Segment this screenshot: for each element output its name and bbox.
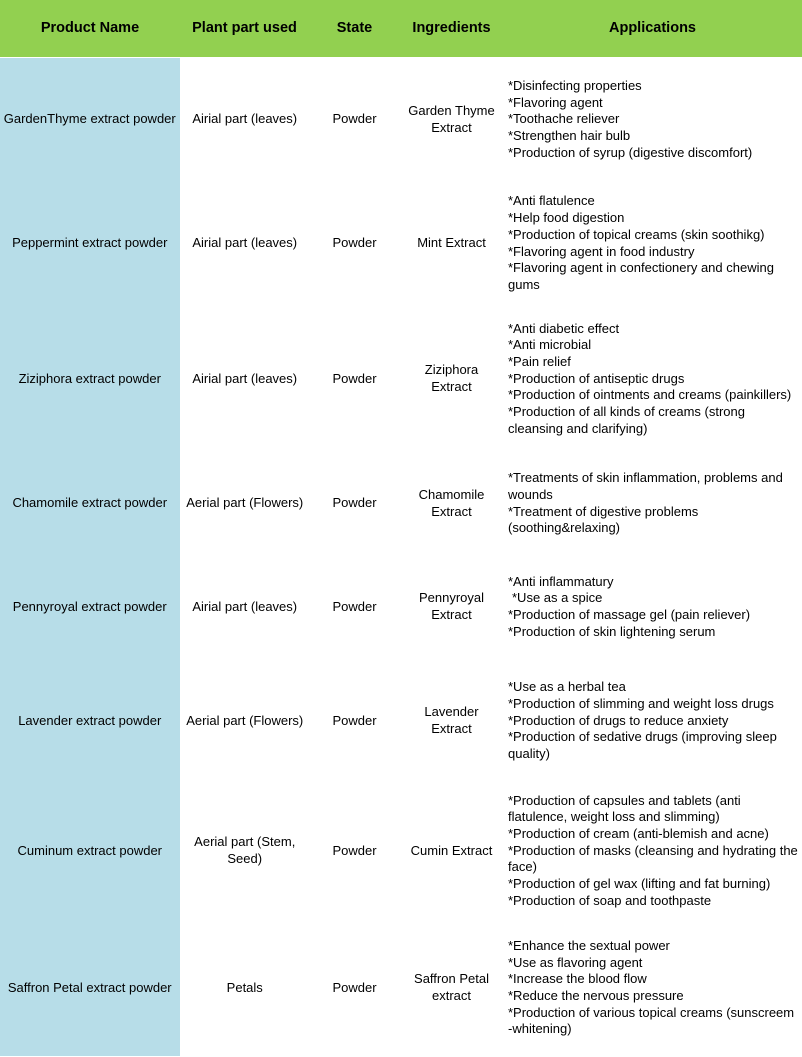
application-item: *Anti microbial [508, 337, 592, 353]
application-item: *Anti diabetic effect [508, 320, 620, 336]
header-row [0, 0, 802, 57]
application-item: *Flavoring agent [508, 94, 603, 110]
header-ingredients: Ingredients [400, 0, 503, 57]
product-name-cell: GardenThyme extract powder [0, 57, 180, 182]
table-row [0, 660, 802, 782]
plant-part-cell: Aerial part (Flowers) [186, 495, 304, 511]
table-row [0, 920, 802, 1056]
ingredients-cell: Cumin Extract [410, 842, 493, 858]
plant-part-cell: Airial part (leaves) [192, 235, 298, 251]
application-item: *Production of massage gel (pain reliever) [508, 607, 751, 622]
application-item: *Help food digestion [508, 210, 625, 226]
table-row [0, 554, 802, 660]
application-item: *Use as a spice [512, 590, 603, 606]
state-cell: Powder [332, 235, 377, 251]
state-cell: Powder [332, 495, 377, 511]
applications-cell [503, 305, 802, 453]
ingredients-cell: Lavender Extract [424, 704, 479, 736]
applications-cell [503, 920, 802, 1056]
plant-part-cell: Airial part (leaves) [192, 598, 298, 614]
state-cell: Powder [332, 979, 377, 995]
application-item: *Flavoring agent in food industry [508, 243, 695, 259]
header-applications: Applications [503, 0, 802, 57]
plant-part-cell: Aerial part (Flowers) [186, 712, 304, 728]
application-item: *Production of antiseptic drugs [508, 370, 685, 386]
table-row [0, 305, 802, 453]
application-item: *Production of soap and toothpaste [508, 892, 712, 908]
application-item: *Treatments of skin inflammation, problems and wounds [508, 470, 783, 502]
product-name-cell: Chamomile extract powder [0, 453, 180, 554]
application-item: *Treatment of digestive problems (soothing&relaxing) [508, 503, 699, 536]
header-state: State [309, 0, 400, 57]
application-item: *Strengthen hair bulb [508, 128, 631, 144]
state-cell: Powder [332, 712, 377, 728]
product-name-cell: Ziziphora extract powder [0, 305, 180, 453]
table-row [0, 782, 802, 920]
header-product-name: Product Name [0, 0, 180, 57]
application-item: *Production of various topical creams (sunscreem -whitening) [508, 1004, 795, 1037]
application-item: *Production of all kinds of creams (strong cleansing and clarifying) [508, 404, 745, 436]
plant-part-cell: Petals [226, 979, 263, 995]
state-cell: Powder [332, 598, 377, 614]
application-item: *Pain relief [508, 353, 571, 369]
application-item: *Production of drugs to reduce anxiety [508, 712, 729, 728]
applications-cell [503, 554, 802, 660]
product-name-cell: Pennyroyal extract powder [0, 554, 180, 660]
application-item: *Toothache reliever [508, 111, 620, 127]
application-item: *Anti flatulence [508, 193, 595, 209]
application-item: *Production of cream (anti-blemish and acne) [508, 825, 769, 841]
product-name-cell: Lavender extract powder [0, 660, 180, 782]
application-item: *Production of gel wax (lifting and fat burning) [508, 876, 771, 892]
applications-cell [503, 182, 802, 305]
application-item: *Production of skin lightening serum [508, 623, 716, 639]
application-item: *Production of ointments and creams (painkillers) [508, 387, 792, 403]
application-item: *Flavoring agent in confectionery and chewing gums [508, 260, 774, 292]
ingredients-cell: Chamomile Extract [418, 486, 485, 519]
applications-cell [503, 782, 802, 920]
state-cell: Powder [332, 111, 377, 127]
ingredients-cell: Mint Extract [417, 235, 486, 251]
application-item: *Production of capsules and tablets (anti flatulence, weight loss and slimming) [508, 792, 741, 825]
table-row [0, 57, 802, 182]
applications-cell [503, 660, 802, 782]
application-item: *Anti inflammatury [508, 573, 614, 589]
plant-part-cell: Airial part (leaves) [192, 370, 298, 386]
ingredients-cell: Garden Thyme Extract [408, 103, 495, 135]
application-item: *Production of topical creams (skin soothikg) [508, 226, 765, 242]
table-row [0, 182, 802, 305]
applications-cell [503, 453, 802, 554]
application-item: *Production of sedative drugs (improving sleep quality) [508, 729, 777, 762]
application-item: *Production of syrup (digestive discomfort) [508, 144, 753, 160]
application-item: *Reduce the nervous pressure [508, 988, 684, 1003]
plant-part-cell: Airial part (leaves) [192, 111, 298, 127]
application-item: *Production of masks (cleansing and hydrating the face) [508, 842, 798, 875]
application-item: *Disinfecting properties [508, 77, 642, 93]
application-item: *Increase the blood flow [508, 971, 647, 987]
product-name-cell: Cuminum extract powder [0, 782, 180, 920]
ingredients-cell: Saffron Petal extract [414, 971, 489, 1003]
applications-cell [503, 57, 802, 182]
product-name-cell: Peppermint extract powder [0, 182, 180, 305]
application-item: *Use as a herbal tea [508, 679, 626, 695]
ingredients-cell: Ziziphora Extract [424, 362, 479, 394]
application-item: *Enhance the sextual power [508, 937, 670, 953]
application-item: *Use as flavoring agent [508, 954, 643, 970]
application-item: *Production of slimming and weight loss drugs [508, 695, 774, 711]
state-cell: Powder [332, 842, 377, 858]
table-row [0, 453, 802, 554]
ingredients-cell: Pennyroyal Extract [418, 590, 485, 622]
plant-part-cell: Aerial part (Stem, Seed) [194, 834, 296, 866]
header-plant-part: Plant part used [180, 0, 309, 57]
product-name-cell: Saffron Petal extract powder [0, 920, 180, 1056]
state-cell: Powder [332, 370, 377, 386]
